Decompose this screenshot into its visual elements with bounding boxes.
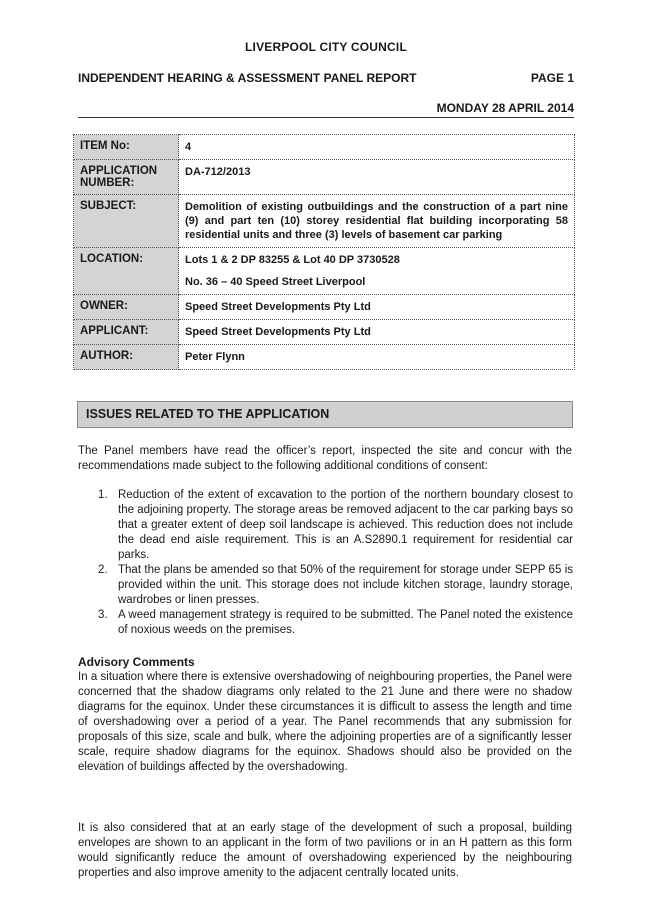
table-row	[74, 195, 575, 248]
condition-text: A weed management strategy is required to be submitted. The Panel noted the existence of noxious weeds on the premises.	[118, 609, 573, 636]
application-value: DA-712/2013	[179, 160, 575, 195]
subject-label: SUBJECT:	[74, 195, 179, 248]
list-item	[98, 488, 573, 563]
advisory-paragraph: In a situation where there is extensive overshadowing of neighbouring properties, the Panel were concerned that the shadow diagrams only related to the 21 June and there were no shadow diagrams for the equinox. Under these circumstances it is difficult to assess the length and time of overshadowing over a period of a year. The Panel recommends that any submission for proposals of this size, scale and bulk, where the adjoining properties are of a significantly lesser scale, require shadow diagrams for the equinox. Shadows should also be provided on the elevation of buildings affected by the overshadowing.	[78, 671, 572, 773]
spacer	[185, 267, 568, 275]
section-heading: ISSUES RELATED TO THE APPLICATION	[77, 401, 573, 428]
table-row	[74, 160, 575, 195]
condition-number: 1.	[98, 489, 108, 501]
item-value: 4	[179, 135, 575, 160]
applicant-value: Speed Street Developments Pty Ltd	[179, 320, 575, 345]
application-label: APPLICATION NUMBER:	[74, 160, 179, 195]
intro-paragraph: The Panel members have read the officer’s report, inspected the site and concur with the recommendations made subject to the following additional conditions of consent:	[78, 445, 572, 472]
conditions-list	[98, 488, 573, 638]
condition-number: 2.	[98, 564, 108, 576]
page-number: PAGE 1	[530, 71, 574, 85]
table-row	[74, 295, 575, 320]
owner-label: OWNER:	[74, 295, 179, 320]
application-info-table	[73, 134, 575, 370]
condition-text: That the plans be amended so that 50% of the requirement for storage under SEPP 65 is provided within the unit. This storage does not include kitchen storage, laundry storage, wardrobes or linen presses.	[118, 564, 573, 606]
location-address: No. 36 – 40 Speed Street Liverpool	[185, 276, 366, 288]
advisory-title: Advisory Comments	[78, 655, 195, 669]
location-lots: Lots 1 & 2 DP 83255 & Lot 40 DP 3730528	[185, 254, 400, 266]
condition-number: 3.	[98, 609, 108, 621]
list-item	[98, 608, 573, 638]
author-label: AUTHOR:	[74, 345, 179, 370]
owner-value: Speed Street Developments Pty Ltd	[179, 295, 575, 320]
table-row	[74, 135, 575, 160]
advisory-paragraph: It is also considered that at an early stage of the development of such a proposal, building envelopes are shown to an applicant in the form of two pavilions or in an H pattern as this form would significantly reduce the amount of overshadowing experienced by the neighbouring properties and also improve amenity to the adjacent centrally located units.	[78, 822, 572, 879]
report-header	[78, 71, 574, 85]
table-row	[74, 248, 575, 295]
council-name: LIVERPOOL CITY COUNCIL	[245, 40, 407, 54]
report-title: INDEPENDENT HEARING & ASSESSMENT PANEL REPORT	[78, 71, 417, 85]
location-label: LOCATION:	[74, 248, 179, 295]
table-row	[74, 345, 575, 370]
meeting-date: MONDAY 28 APRIL 2014	[78, 101, 574, 118]
applicant-label: APPLICANT:	[74, 320, 179, 345]
item-label: ITEM No:	[74, 135, 179, 160]
condition-text: Reduction of the extent of excavation to the portion of the northern boundary closest to the adjoining property. The storage areas be removed adjacent to the car parking bays so that a greater extent of deep soil landscape is achieved. This reduction does not include the dead end aisle requirement. This is an A.S2890.1 requirement for residential car parks.	[118, 489, 573, 561]
table-row	[74, 320, 575, 345]
location-value	[179, 248, 575, 295]
subject-value: Demolition of existing outbuildings and the construction of a part nine (9) and part ten (10) storey residential flat building incorporating 58 residential units and three (3) levels of basement car parking	[179, 195, 575, 248]
list-item	[98, 563, 573, 608]
author-value: Peter Flynn	[179, 345, 575, 370]
